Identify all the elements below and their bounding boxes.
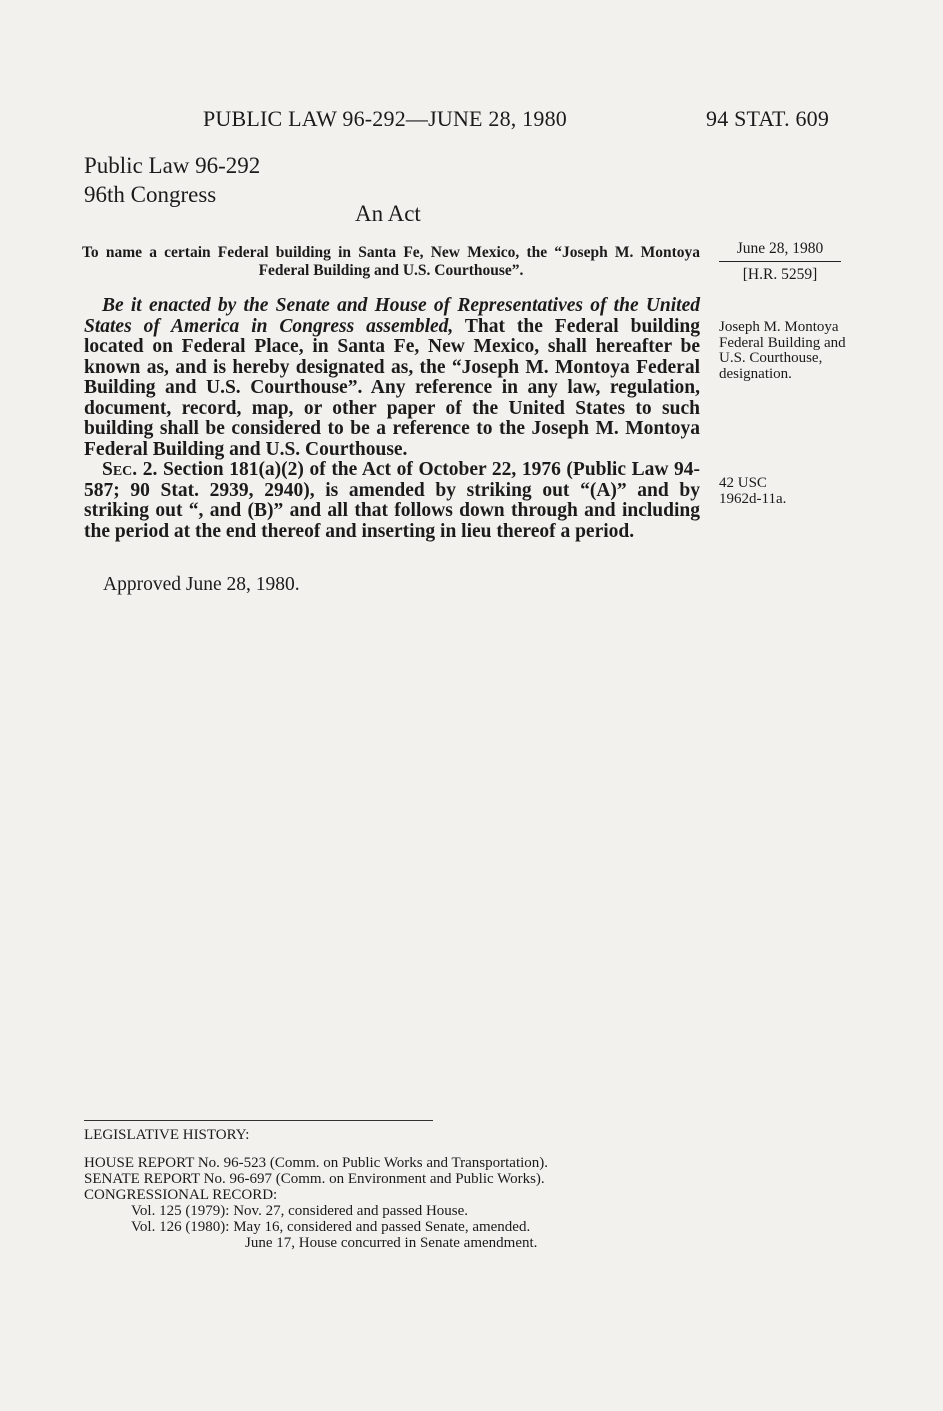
section-2-text: Section 181(a)(2) of the Act of October 22, 1976 (Public Law 94-587; 90 Stat. 2939, 2940), is amended by striking out “(A)” and by striking out “, and (B)” and all that follows down through and including the period at the end thereof and inserting in lieu thereof a period. [84, 459, 700, 542]
margin-usc-line1: 42 USC [719, 475, 767, 491]
house-report: HOUSE REPORT No. 96-523 (Comm. on Public Works and Transportation). [84, 1155, 549, 1171]
margin-usc-line2: 1962d-11a. [719, 490, 787, 507]
congressional-record-heading: CONGRESSIONAL RECORD: [84, 1187, 278, 1203]
act-heading: An Act [355, 201, 421, 226]
record-vol-125: Vol. 125 (1979): Nov. 27, considered and passed House. [131, 1203, 469, 1219]
running-header-title: PUBLIC LAW 96-292—JUNE 28, 1980 [203, 106, 567, 131]
margin-usc-note [719, 476, 849, 507]
section-2-label: Sec. 2. [102, 459, 158, 480]
section-1-text: That the Federal building located on Federal Place, in Santa Fe, New Mexico, shall hereafter be known as, and is hereby designated as, the “Joseph M. Montoya Federal Building and U.S. Courthouse”. Any reference in any law, regulation, document, record, map, or other paper of the United States to such building shall be considered to be a reference to the Joseph M. Montoya Federal Building and U.S. Courthouse. [84, 315, 700, 460]
enacting-clause: Be it enacted by the Senate and House of Representatives of the United States of America in Congress assembled, [84, 295, 700, 337]
margin-bill-number: [H.R. 5259] [742, 266, 818, 283]
legislative-history [84, 1127, 548, 1251]
approval-line: Approved June 28, 1980. [103, 574, 300, 595]
record-vol-126-continued: June 17, House concurred in Senate amendment. [245, 1235, 538, 1251]
act-purpose: To name a certain Federal building in Santa Fe, New Mexico, the “Joseph M. Montoya Federal Building and U.S. Courthouse”. [82, 244, 700, 279]
margin-date-block [719, 238, 841, 286]
legislative-history-heading: LEGISLATIVE HISTORY: [84, 1127, 250, 1143]
senate-report: SENATE REPORT No. 96-697 (Comm. on Environment and Public Works). [84, 1171, 545, 1187]
congress-label: 96th Congress [84, 182, 217, 207]
margin-designation-note: Joseph M. Montoya Federal Building and U.S. Courthouse, designation. [719, 319, 846, 382]
public-law-number: Public Law 96-292 [84, 153, 261, 178]
footnote-divider [84, 1120, 433, 1121]
record-vol-126: Vol. 126 (1980): May 16, considered and passed Senate, amended. [131, 1219, 531, 1235]
margin-date: June 28, 1980 [719, 238, 841, 262]
section-1 [84, 296, 700, 460]
act-body [84, 296, 700, 542]
page-citation: 94 STAT. 609 [706, 106, 830, 131]
section-2 [84, 460, 700, 542]
